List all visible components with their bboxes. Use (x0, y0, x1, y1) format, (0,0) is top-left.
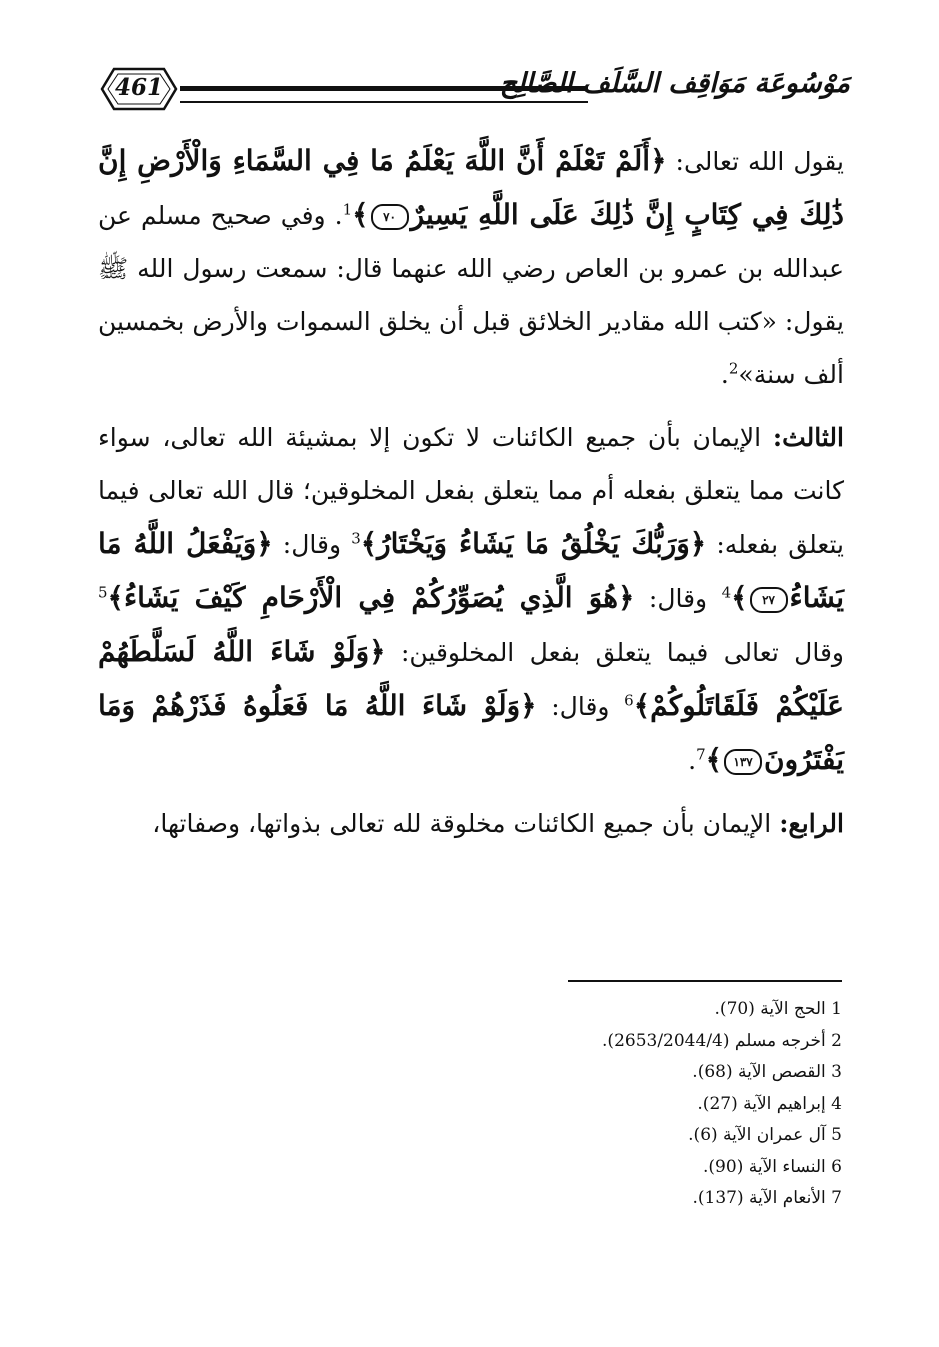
quran-verse: ﴿هُوَ الَّذِي يُصَوِّرُكُمْ فِي الْأَرْحَامِ كَيْفَ يَشَاءُ﴾ (107, 581, 635, 614)
footnotes (420, 994, 842, 1215)
verse-text: ﴿أَلَمْ تَعْلَمْ أَنَّ اللَّهَ يَعْلَمُ مَا فِي السَّمَاءِ وَالْأَرْضِ إِنَّ ذَٰلِكَ فِي كِتَابٍ إِنَّ ذَٰلِكَ عَلَى اللَّهِ يَسِيرٌ (98, 144, 845, 231)
page-header (100, 66, 850, 118)
ayah-number: ٢٧ (750, 587, 788, 613)
footnote-text: إبراهيم الآية (27). (697, 1093, 826, 1114)
footnote-number: 4 (831, 1093, 842, 1114)
footnote-item (420, 1057, 842, 1089)
page-number-badge (100, 66, 178, 112)
footnote-ref[interactable]: 1 (342, 200, 353, 219)
ayah-number: ٧٠ (371, 204, 409, 230)
section-lead: الرابع: (779, 809, 844, 838)
text-span: وقال: (272, 530, 352, 559)
footnote-item (420, 1183, 842, 1215)
verse-text: ﴿وَيَفْعَلُ اللَّهُ مَا يَشَاءُ (98, 527, 844, 614)
footnote-text: أخرجه مسلم (2653/2044/4). (602, 1030, 826, 1051)
footnote-ref[interactable]: 6 (624, 691, 634, 710)
paragraph-3 (98, 797, 844, 850)
verse-text: ﴿وَلَوْ شَاءَ اللَّهُ مَا فَعَلُوهُ فَذَرْهُمْ وَمَا يَفْتَرُونَ (98, 689, 844, 776)
footnote-number: 6 (831, 1156, 842, 1177)
footnote-text: الحج الآية (70). (714, 999, 826, 1019)
footnote-ref[interactable]: 3 (351, 529, 361, 548)
footnote-item (420, 1152, 842, 1184)
quran-verse: ﴿وَرَبُّكَ يَخْلُقُ مَا يَشَاءُ وَيَخْتَارُ﴾ (360, 527, 707, 560)
paragraph-1 (98, 134, 844, 401)
text-span: الإيمان بأن جميع الكائنات لا تكون إلا بمشيئة الله تعالى، سواء كانت مما يتعلق بفعله أم مما يتعلق بفعل المخلوقين؛ قال الله تعالى فيما يتعلق بفعله: (98, 423, 844, 559)
footnote-text: آل عمران الآية (6). (688, 1125, 826, 1145)
footnote-item (420, 1026, 842, 1058)
page-number: 461 (114, 74, 163, 101)
header-rule (180, 86, 588, 103)
footnote-item (420, 994, 842, 1026)
ayah-number: ١٣٧ (724, 749, 762, 775)
text-span: . (688, 746, 697, 775)
verse-close: ﴾ (705, 743, 723, 776)
book-title: مَوْسُوعَة مَوَاقِف السَّلَف الصَّالِح (499, 68, 850, 99)
text-span: يقول الله تعالى: (666, 147, 844, 176)
section-lead: الثالث: (772, 423, 844, 452)
footnote-ref[interactable]: 4 (721, 583, 732, 602)
footnote-ref[interactable]: 5 (98, 583, 108, 602)
footnote-number: 5 (831, 1125, 842, 1145)
text-span: . وفي صحيح مسلم عن عبدالله بن عمرو بن العاص رضي الله عنهما قال: سمعت رسول الله ﷺ يقول: «كتب الله مقادير الخلائق قبل أن يخلق السموات والأرض بخمسين ألف سنة» (98, 201, 844, 389)
footnote-number: 2 (831, 1030, 842, 1051)
main-text (98, 134, 844, 850)
verse-close: ﴾ (352, 198, 369, 231)
footnote-text: النساء الآية (90). (703, 1156, 826, 1177)
footnote-ref[interactable]: 2 (728, 359, 739, 378)
footnote-divider (568, 980, 842, 982)
footnote-number: 1 (831, 999, 842, 1019)
footnote-text: الأنعام الآية (137). (692, 1188, 826, 1208)
footnote-ref[interactable]: 7 (696, 745, 706, 764)
text-span: وقال: (634, 584, 722, 613)
text-span: الإيمان بأن جميع الكائنات مخلوقة لله تعالى بذواتها، وصفاتها، (152, 809, 780, 838)
paragraph-2 (98, 411, 844, 787)
footnote-text: القصص الآية (68). (692, 1062, 826, 1082)
footnote-item (420, 1120, 842, 1152)
text-span: وقال: (536, 692, 625, 721)
text-span: . (720, 360, 729, 389)
footnote-item (420, 1089, 842, 1121)
text-span: وقال تعالى فيما يتعلق بفعل المخلوقين: (385, 638, 844, 667)
verse-close: ﴾ (731, 581, 748, 614)
footnote-number: 3 (831, 1062, 842, 1082)
footnote-number: 7 (831, 1188, 842, 1208)
quran-verse: ﴿وَلَوْ شَاءَ اللَّهُ لَسَلَّطَهُمْ عَلَيْكُمْ فَلَقَاتَلُوكُمْ﴾ (98, 635, 844, 722)
